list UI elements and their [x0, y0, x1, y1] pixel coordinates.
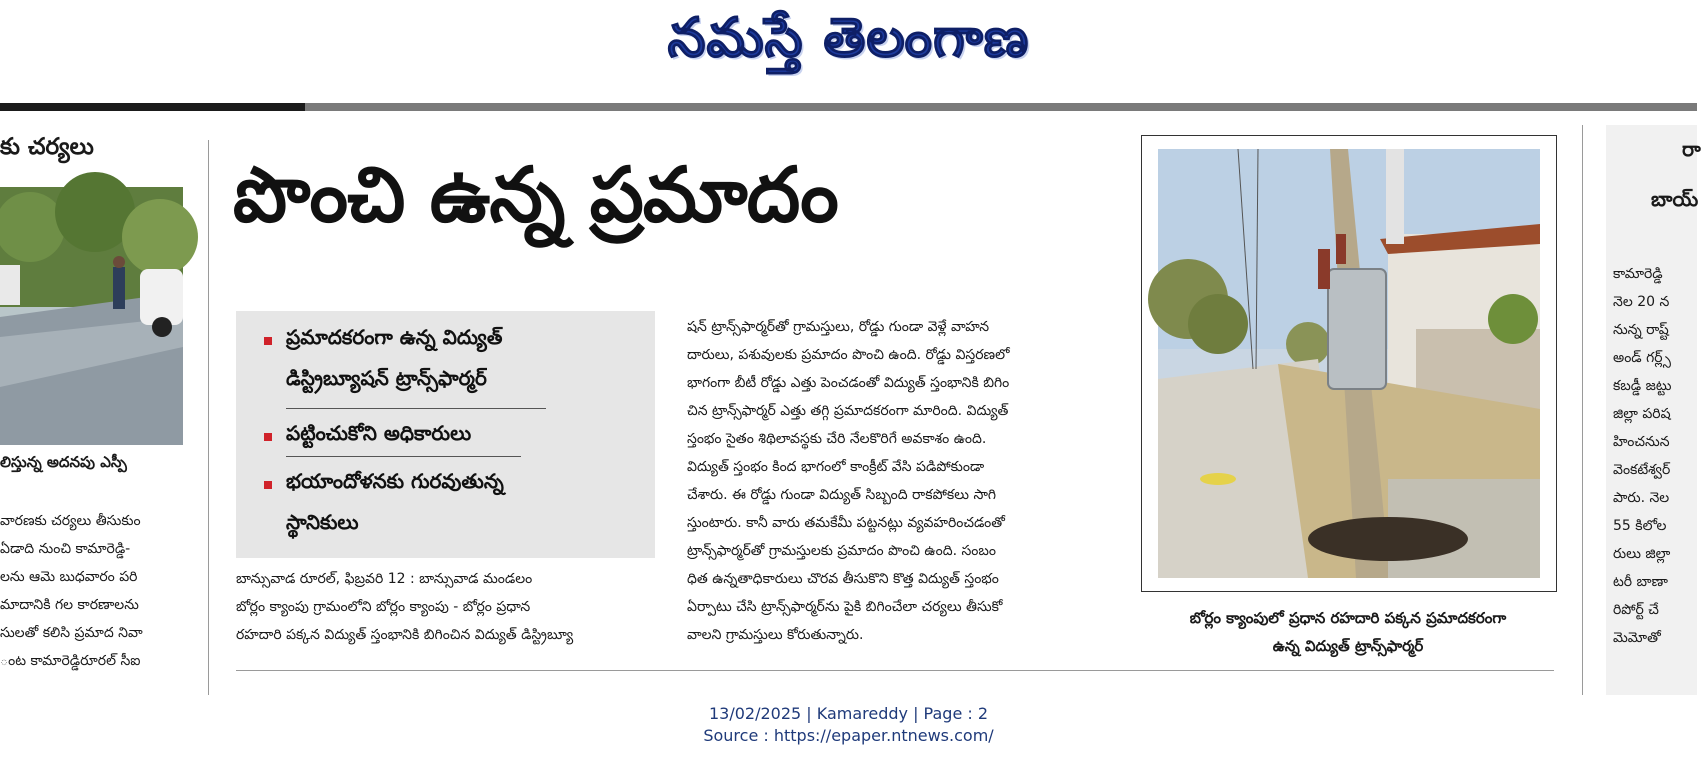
- text-line: బాన్సువాడ రూరల్, ఫిబ్రవరి 12 : బాన్సువాడ మండలం: [236, 571, 533, 587]
- kicker-item: [286, 421, 471, 450]
- text-line: పారు. నెల: [1613, 490, 1670, 506]
- kicker-divider: [286, 408, 546, 409]
- caption-line: ఉన్న విద్యుత్ ట్రాన్స్‌ఫార్మర్: [1272, 637, 1424, 655]
- kicker-line: పట్టించుకోని అధికారులు: [286, 421, 472, 445]
- text-line: నెల 20 న: [1613, 294, 1670, 310]
- text-line: వాలని గ్రామస్తులు కోరుతున్నారు.: [687, 627, 864, 643]
- text-line: రులు జిల్లా: [1613, 546, 1671, 562]
- text-line: మాదానికి గల కారణాలను: [0, 597, 139, 613]
- article-bottom-rule: [236, 670, 1554, 671]
- kicker-box: [236, 311, 655, 558]
- text-line: స్తుంటారు. కానీ వారు తమకేమీ పట్టనట్లు వ్యవహరించడంతో: [687, 515, 1005, 531]
- footer-date-page: 13/02/2025 | Kamareddy | Page : 2: [708, 704, 989, 723]
- text-line: స్తంభం సైతం శిథిలావస్థకు చేరి నేలకొరిగే అవకాశం ఉంది.: [687, 431, 987, 447]
- kicker-item: [286, 325, 502, 395]
- text-line: చిన ట్రాన్స్‌ఫార్మర్ ఎత్తు తగ్గి ప్రమాదకరంగా మారింది. విద్యుత్: [687, 403, 1009, 419]
- text-line: హించనున: [1613, 434, 1670, 450]
- masthead-rule-dark: [0, 103, 305, 111]
- left-article-photo: [0, 187, 183, 445]
- kicker-line: భయాందోళనకు గురవుతున్న: [286, 469, 504, 493]
- left-photo-caption: లిస్తున్న అదనపు ఎస్పీ: [0, 453, 127, 471]
- kicker-divider: [286, 456, 521, 457]
- text-line: వెంకటేశ్వర్: [1613, 462, 1671, 478]
- right-article-heading-1: రా: [1682, 137, 1701, 161]
- kicker-line: స్థానికులు: [286, 510, 359, 534]
- text-line: జిల్లా పరిష: [1613, 406, 1671, 422]
- right-article-body: [1613, 260, 1697, 652]
- bullet-icon: [264, 433, 272, 441]
- bullet-icon: [264, 481, 272, 489]
- column-divider-left: [208, 140, 209, 695]
- left-article-body: [0, 507, 185, 675]
- masthead-rule-grey: [305, 103, 1697, 111]
- bullet-icon: [264, 337, 272, 345]
- article-body-col2: [687, 313, 1112, 649]
- page-footer: [0, 703, 1697, 747]
- text-line: విద్యుత్ స్తంభం కింద భాగంలో కాంక్రీట్ వేసి పడిపోకుండా: [687, 459, 985, 475]
- text-line: భాగంగా బీటీ రోడ్డు ఎత్తు పెంచడంతో విద్యుత్ స్తంభానికి బిగిం: [687, 375, 1010, 391]
- article-photo-frame: [1141, 135, 1557, 592]
- text-line: రిపోర్ట్ చే: [1613, 602, 1659, 618]
- text-line: దారులు, పశువులకు ప్రమాదం పొంచి ఉంది. రోడ్డు విస్తరణలో: [687, 347, 1010, 363]
- kicker-line: ప్రమాదకరంగా ఉన్న విద్యుత్: [286, 325, 503, 349]
- column-divider-right: [1582, 125, 1583, 695]
- text-line: లను ఆమె బుధవారం పరి: [0, 569, 138, 585]
- photo-caption: [1141, 604, 1555, 660]
- article-headline: పొంచి ఉన్న ప్రమాదం: [233, 150, 838, 239]
- kicker-line: డిస్ట్రిబ్యూషన్ ట్రాన్స్‌ఫార్మర్: [286, 366, 487, 390]
- text-line: సులతో కలిసి ప్రమాద నివా: [0, 625, 143, 641]
- footer-source-link[interactable]: Source : https://epaper.ntnews.com/: [703, 726, 994, 745]
- text-line: ంట కామారెడ్డిరూరల్ సీఐ: [0, 653, 141, 669]
- text-line: వారణకు చర్యలు తీసుకుం: [0, 513, 141, 529]
- text-line: కామారెడ్డి: [1613, 266, 1663, 282]
- article-body-col1: [236, 565, 656, 649]
- caption-line: బోర్లం క్యాంపులో ప్రధాన రహదారి పక్కన ప్రమాదకరంగా: [1189, 609, 1507, 627]
- text-line: రహదారి పక్కన విద్యుత్ స్తంభానికి బిగించిన విద్యుత్ డిస్ట్రిబ్యూ: [236, 627, 574, 643]
- left-article-heading: కు చర్యలు: [0, 134, 94, 160]
- text-line: బోర్లం క్యాంపు గ్రామంలోని బోర్లం క్యాంపు - బోర్లం ప్రధాన: [236, 599, 531, 615]
- text-line: అండ్ గర్ల్స్: [1613, 350, 1671, 366]
- text-line: ధిత ఉన్నతాధికారులు చొరవ తీసుకొని కొత్త విద్యుత్ స్తంభం: [687, 571, 999, 587]
- masthead: [0, 0, 1697, 100]
- text-line: ఏర్పాటు చేసి ట్రాన్స్‌ఫార్మర్‌ను పైకి బిగించేలా చర్యలు తీసుకో: [687, 599, 1003, 615]
- kicker-item: [286, 469, 504, 539]
- text-line: షన్ ట్రాన్స్‌ఫార్మర్‌తో గ్రామస్తులు, రోడ్డు గుండా వెళ్లే వాహన: [687, 319, 990, 335]
- text-line: ఏడాది నుంచి కామారెడ్డి-: [0, 541, 131, 557]
- text-line: మెమోతో: [1613, 630, 1661, 646]
- text-line: 55 కిలోల: [1613, 518, 1667, 534]
- text-line: చేశారు. ఈ రోడ్డు గుండా విద్యుత్ సిబ్బంది రాకపోకలు సాగి: [687, 487, 997, 503]
- text-line: ట్రాన్స్‌ఫార్మర్‌తో గ్రామస్తులకు ప్రమాదం పొంచి ఉంది. సంబం: [687, 543, 996, 559]
- text-line: నున్న రాష్ట్: [1613, 322, 1669, 338]
- text-line: టరీ బాణా: [1613, 574, 1668, 590]
- text-line: కబడ్డీ జట్టు: [1613, 378, 1672, 394]
- transformer-photo: [1158, 149, 1540, 578]
- right-article-heading-2: బాయ్: [1651, 187, 1699, 211]
- newspaper-logo: నమస్తే తెలంగాణ: [667, 6, 1030, 69]
